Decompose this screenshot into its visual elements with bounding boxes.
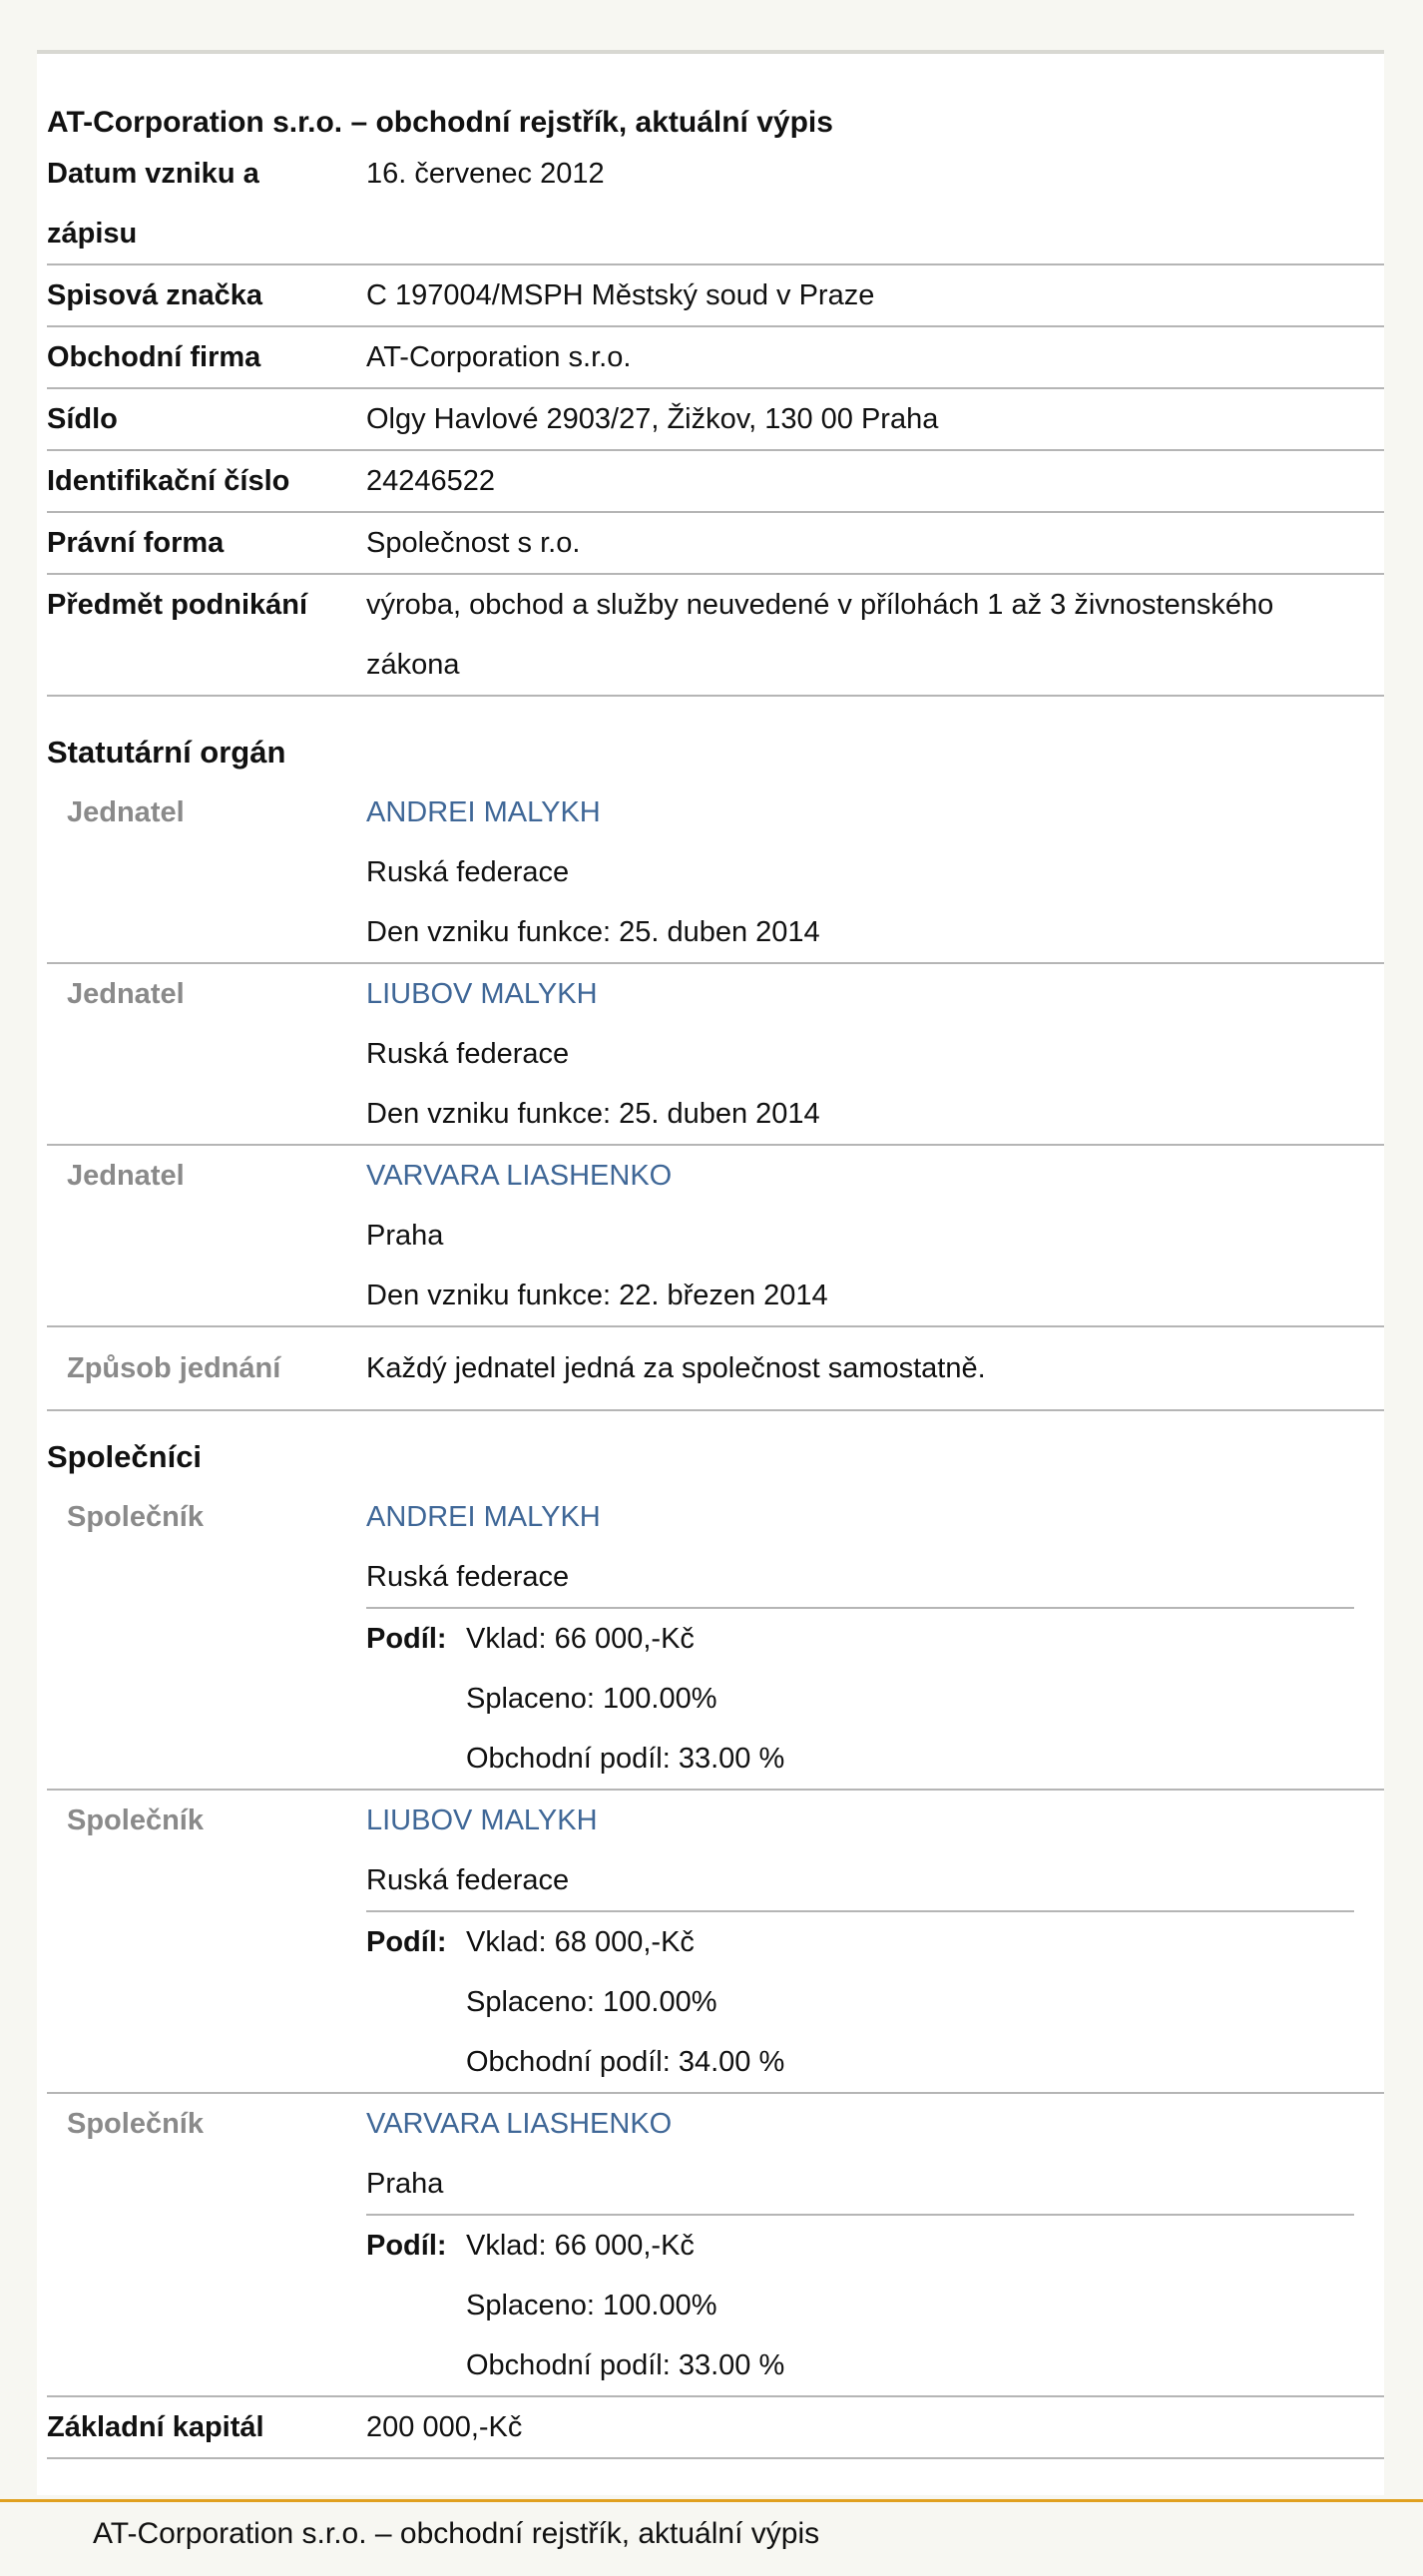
row-label: Způsob jednání — [67, 1352, 281, 1384]
share-label: Podíl: — [366, 1623, 447, 1655]
row-label: Obchodní firma — [47, 341, 261, 373]
row-value: Každý jednatel jedná za společnost samostatně. — [366, 1352, 986, 1384]
page-title: AT-Corporation s.r.o. – obchodní rejstřík, aktuální výpis — [47, 106, 833, 139]
member-place: Praha — [366, 1220, 444, 1252]
share-percent: Obchodní podíl: 34.00 % — [466, 2046, 785, 2078]
row-legal-form — [47, 513, 1384, 575]
partner-name-link[interactable]: ANDREI MALYKH — [366, 1501, 601, 1533]
statutory-member — [47, 782, 1384, 964]
member-name-link[interactable]: VARVARA LIASHENKO — [366, 1160, 673, 1192]
member-name-link[interactable]: ANDREI MALYKH — [366, 796, 601, 828]
row-label: Předmět podnikání — [47, 589, 308, 621]
row-value: Společnost s r.o. — [366, 527, 581, 559]
member-place: Ruská federace — [366, 856, 570, 888]
row-label: Datum vzniku a zápisu — [47, 158, 259, 250]
row-label: Právní forma — [47, 527, 225, 559]
member-details — [366, 964, 1374, 1144]
row-business-name — [47, 327, 1384, 389]
share-deposit: Vklad: 66 000,-Kč — [466, 1623, 695, 1655]
partner-place: Ruská federace — [366, 1561, 570, 1593]
partner-place: Praha — [366, 2168, 444, 2200]
share-deposit: Vklad: 68 000,-Kč — [466, 1926, 695, 1958]
row-label: Sídlo — [47, 403, 118, 435]
share-label: Podíl: — [366, 2230, 447, 2262]
row-value: 200 000,-Kč — [366, 2411, 523, 2443]
row-label: Základní kapitál — [47, 2411, 264, 2443]
footer-title: AT-Corporation s.r.o. – obchodní rejstřík, aktuální výpis — [93, 2517, 820, 2550]
share-percent: Obchodní podíl: 33.00 % — [466, 2349, 785, 2381]
row-value: Olgy Havlové 2903/27, Žižkov, 130 00 Praha — [366, 403, 939, 435]
share-deposit: Vklad: 66 000,-Kč — [466, 2230, 695, 2262]
partner-entry — [47, 1791, 1384, 2094]
partner-details — [366, 1791, 1374, 1910]
partner-entry — [47, 2094, 1384, 2397]
member-since: Den vzniku funkce: 25. duben 2014 — [366, 1098, 820, 1130]
row-registered-capital — [47, 2397, 1384, 2459]
row-value: výroba, obchod a služby neuvedené v přílohách 1 až 3 živnostenského zákona — [366, 589, 1274, 681]
row-label: Spisová značka — [47, 279, 262, 311]
partner-role: Společník — [67, 1804, 204, 1836]
statutory-member — [47, 1146, 1384, 1327]
partner-entry — [47, 1487, 1384, 1791]
partner-name-link[interactable]: LIUBOV MALYKH — [366, 1804, 598, 1836]
partner-details — [366, 1487, 1374, 1607]
share-paid: Splaceno: 100.00% — [466, 1683, 717, 1715]
row-business-activity — [47, 575, 1384, 697]
member-role: Jednatel — [67, 796, 185, 828]
row-id-number — [47, 451, 1384, 513]
member-since: Den vzniku funkce: 22. březen 2014 — [366, 1280, 828, 1311]
partner-role: Společník — [67, 2108, 204, 2140]
member-since: Den vzniku funkce: 25. duben 2014 — [366, 916, 820, 948]
member-role: Jednatel — [67, 978, 185, 1010]
share-values — [466, 1912, 784, 2092]
row-founding-date — [47, 144, 1384, 265]
share-paid: Splaceno: 100.00% — [466, 1986, 717, 2018]
member-place: Ruská federace — [366, 1038, 570, 1070]
row-value: AT-Corporation s.r.o. — [366, 341, 632, 373]
share-values — [466, 1609, 784, 1789]
row-registered-office — [47, 389, 1384, 451]
member-details — [366, 1146, 1374, 1325]
share-label: Podíl: — [366, 1926, 447, 1958]
share-values — [466, 2216, 784, 2395]
partner-share — [366, 1607, 1354, 1791]
row-label: Identifikační číslo — [47, 465, 290, 497]
row-value: 24246522 — [366, 465, 496, 497]
partner-role: Společník — [67, 1501, 204, 1533]
row-value: 16. červenec 2012 — [366, 158, 605, 190]
member-role: Jednatel — [67, 1160, 185, 1192]
partner-details — [366, 2094, 1374, 2214]
share-paid: Splaceno: 100.00% — [466, 2290, 717, 2321]
row-file-number — [47, 265, 1384, 327]
partner-name-link[interactable]: VARVARA LIASHENKO — [366, 2108, 673, 2140]
member-name-link[interactable]: LIUBOV MALYKH — [366, 978, 598, 1010]
statutory-member — [47, 964, 1384, 1146]
member-details — [366, 782, 1374, 962]
section-partners-heading: Společníci — [47, 1439, 203, 1474]
share-percent: Obchodní podíl: 33.00 % — [466, 1743, 785, 1775]
page-footer — [0, 2499, 1423, 2576]
section-statutory-heading: Statutární orgán — [47, 735, 286, 770]
partner-share — [366, 2214, 1354, 2397]
register-card — [37, 50, 1384, 2495]
partner-place: Ruská federace — [366, 1864, 570, 1896]
row-acting-method — [47, 1327, 1384, 1411]
partner-share — [366, 1910, 1354, 2094]
row-value: C 197004/MSPH Městský soud v Praze — [366, 279, 875, 311]
